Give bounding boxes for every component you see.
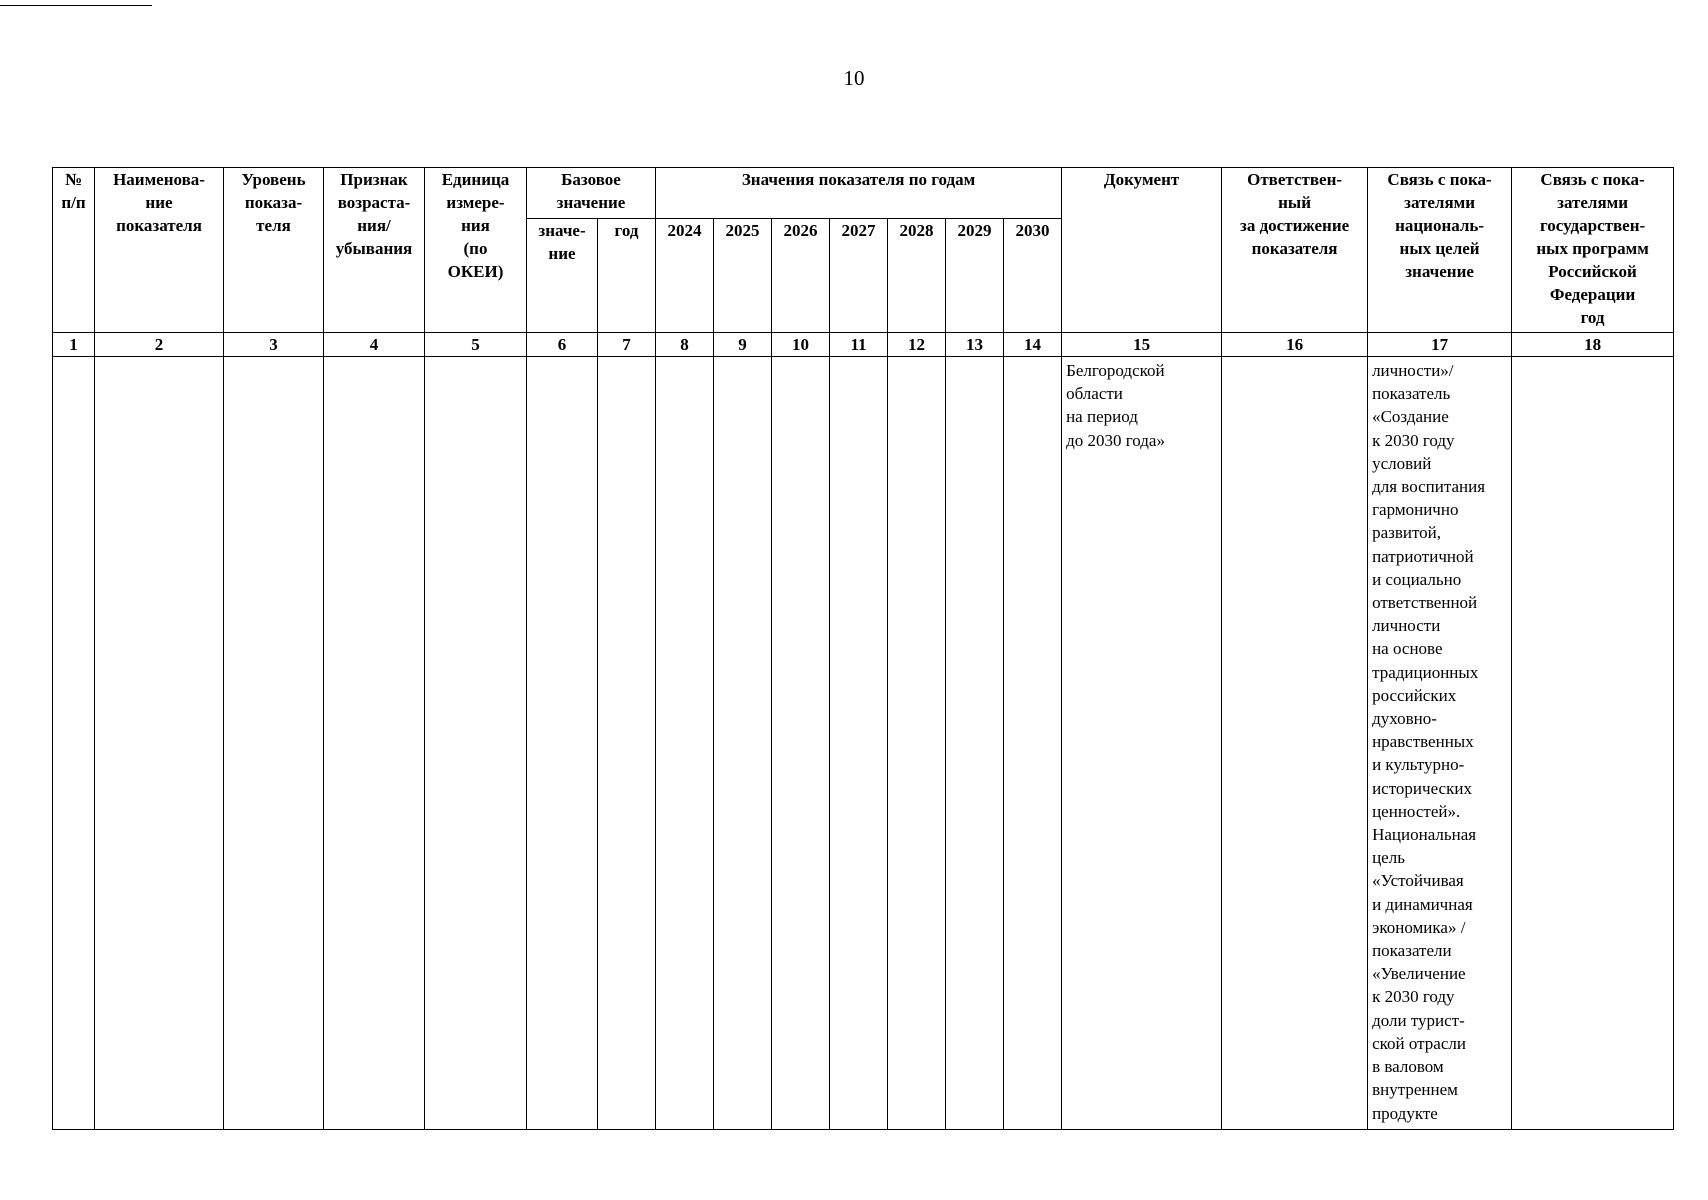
- header-year: 2028: [888, 219, 946, 333]
- cell-year-2024: [656, 357, 714, 1130]
- header-year: 2029: [946, 219, 1004, 333]
- column-number: 3: [224, 333, 324, 357]
- cell-base-value: [527, 357, 598, 1130]
- header-year: 2024: [656, 219, 714, 333]
- column-number: 2: [95, 333, 224, 357]
- cell-unit: [425, 357, 527, 1130]
- header-unit: Единица измере- ния (по ОКЕИ): [425, 168, 527, 333]
- column-number: 17: [1368, 333, 1512, 357]
- cell-document: Белгородской области на период до 2030 года»: [1062, 357, 1222, 1130]
- cell-trend: [324, 357, 425, 1130]
- cell-year-2029: [946, 357, 1004, 1130]
- cell-no: [53, 357, 95, 1130]
- column-number: 12: [888, 333, 946, 357]
- cell-year-2026: [772, 357, 830, 1130]
- cell-year-2027: [830, 357, 888, 1130]
- header-year: 2025: [714, 219, 772, 333]
- header-year: 2030: [1004, 219, 1062, 333]
- header-no: № п/п: [53, 168, 95, 333]
- column-number: 11: [830, 333, 888, 357]
- header-base-year: год: [598, 219, 656, 333]
- header-years-group: Значения показателя по годам: [656, 168, 1062, 219]
- header-national-goals-link: Связь с пока- зателями националь- ных целей значение: [1368, 168, 1512, 333]
- column-number: 7: [598, 333, 656, 357]
- header-indicator-name: Наименова- ние показателя: [95, 168, 224, 333]
- cell-national-goals-link: личности»/ показатель «Создание к 2030 году условий для воспитания гармонично развитой, патриотичной и социально ответственной личности на основе традиционных российских духовно- нравственных и культурно- исторических ценностей». Национальная цель «Устойчивая и динамичная экономика» / показатели «Увеличение к 2030 году доли турист- ской отрасли в валовом внутреннем продукте: [1368, 357, 1512, 1130]
- column-number: 14: [1004, 333, 1062, 357]
- column-number: 18: [1512, 333, 1674, 357]
- indicators-table: [52, 167, 1674, 1130]
- column-number: 1: [53, 333, 95, 357]
- cell-year-2030: [1004, 357, 1062, 1130]
- cell-state-programs-link: [1512, 357, 1674, 1130]
- header-indicator-level: Уровень показа- теля: [224, 168, 324, 333]
- header-state-programs-link: Связь с пока- зателями государствен- ных программ Российской Федерации год: [1512, 168, 1674, 333]
- column-numbers-row: [53, 333, 1674, 357]
- top-rule: [0, 5, 152, 6]
- column-number: 6: [527, 333, 598, 357]
- header-responsible: Ответствен- ный за достижение показателя: [1222, 168, 1368, 333]
- cell-indicator-level: [224, 357, 324, 1130]
- cell-indicator-name: [95, 357, 224, 1130]
- header-year: 2026: [772, 219, 830, 333]
- page-number: 10: [843, 66, 865, 90]
- column-number: 8: [656, 333, 714, 357]
- cell-year-2025: [714, 357, 772, 1130]
- cell-responsible: [1222, 357, 1368, 1130]
- column-number: 16: [1222, 333, 1368, 357]
- column-number: 4: [324, 333, 425, 357]
- header-year: 2027: [830, 219, 888, 333]
- table-row: [53, 357, 1674, 1130]
- header-trend: Признак возраста- ния/ убывания: [324, 168, 425, 333]
- column-number: 13: [946, 333, 1004, 357]
- cell-year-2028: [888, 357, 946, 1130]
- header-base-value-group: Базовое значение: [527, 168, 656, 219]
- column-number: 9: [714, 333, 772, 357]
- column-number: 15: [1062, 333, 1222, 357]
- header-document: Документ: [1062, 168, 1222, 333]
- cell-base-year: [598, 357, 656, 1130]
- header-base-value: значе- ние: [527, 219, 598, 333]
- column-number: 5: [425, 333, 527, 357]
- header-row-top: [53, 168, 1674, 219]
- column-number: 10: [772, 333, 830, 357]
